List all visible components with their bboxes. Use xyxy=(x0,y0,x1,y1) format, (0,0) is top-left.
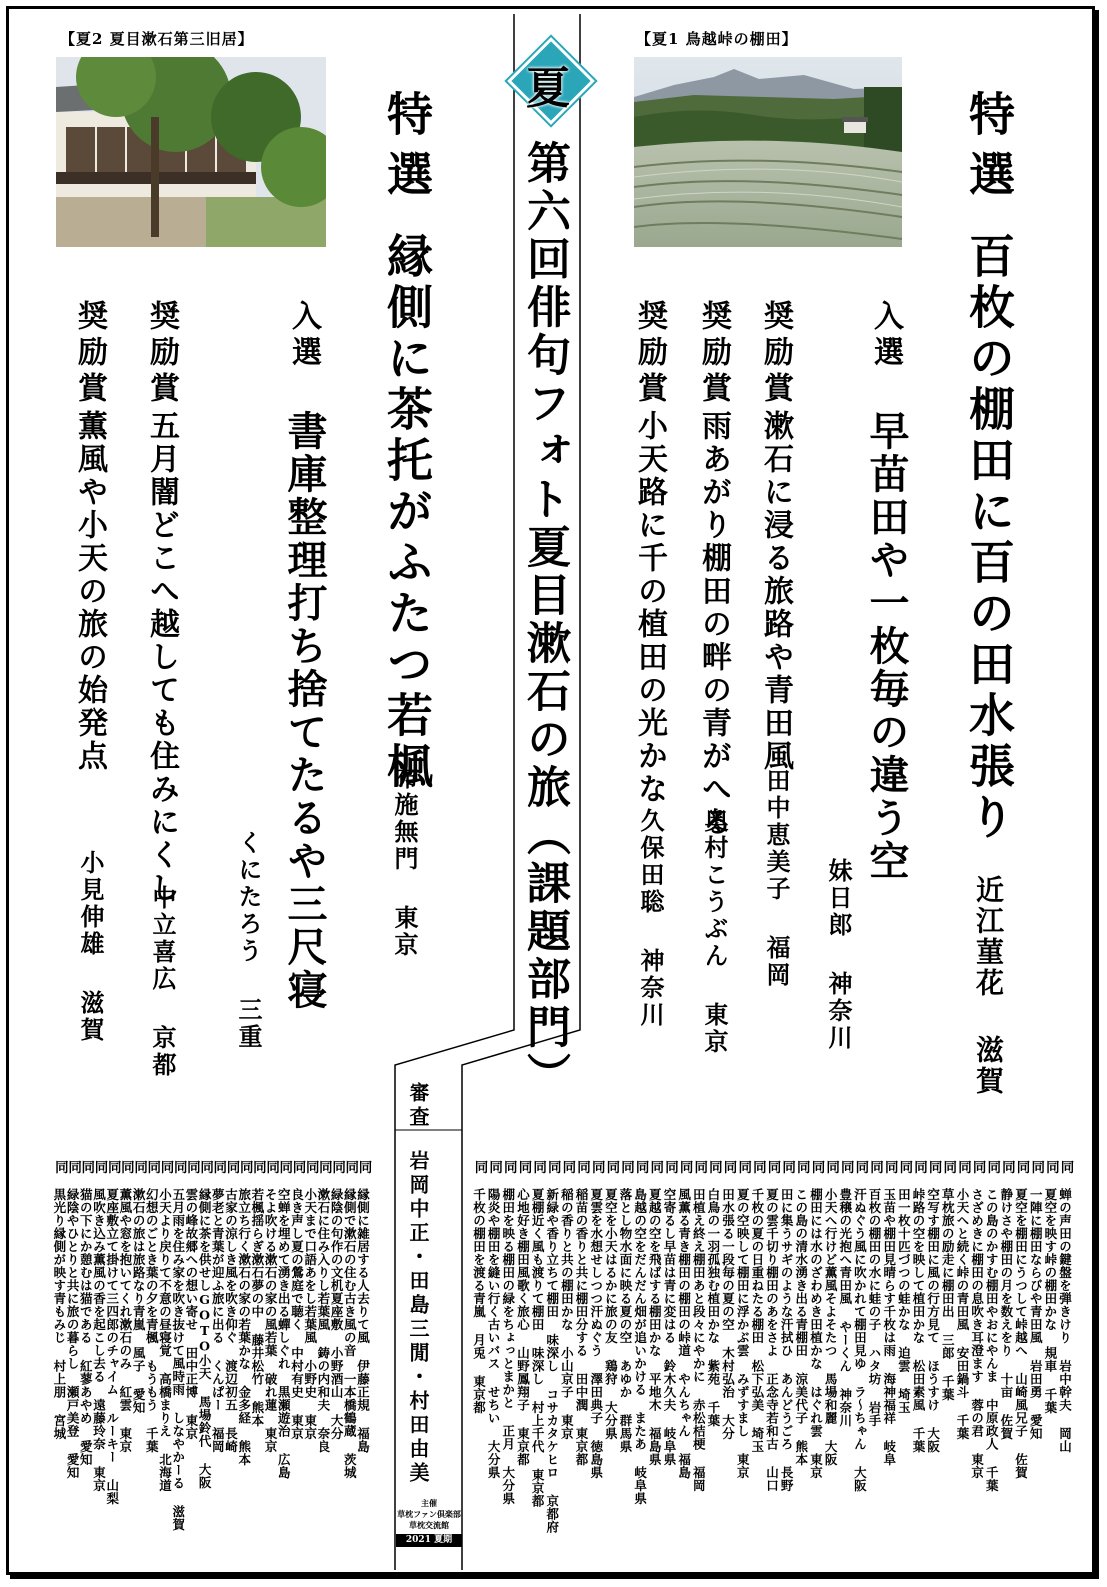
list-mark: 同 xyxy=(197,1160,214,1174)
list-item: 夏の空映して棚田に浮かぶ雲 みずすまし 東京 xyxy=(735,1188,751,1479)
s1-shoreisho-1-label: 奨励賞 xyxy=(758,300,793,408)
list-item: 夏の雲千切り棚田のあをさよ 正念寺若和古 山口 xyxy=(764,1188,780,1492)
list-item: 百枚の棚田の水に蛙の子 ハタ坊 岩手 xyxy=(867,1188,883,1427)
list-mark: 同 xyxy=(925,1160,942,1174)
list-mark: 同 xyxy=(676,1160,693,1174)
s1-shoreisho-2-label: 奨励賞 xyxy=(696,300,731,408)
list-item: 夏座敷立て掛けて三四郎のチャイム ルーキー 山梨 xyxy=(104,1188,120,1505)
list-item: 田植え終え棚田あと段々にやかに 赤松桔梗 福岡 xyxy=(691,1188,707,1492)
list-item: 千枚の夏の日重ねたる棚田 松下弘美 埼玉 xyxy=(749,1188,765,1453)
list-mark: 同 xyxy=(940,1160,957,1174)
season-badge-text: 夏 xyxy=(526,63,570,114)
judges-names: 岩岡中正・田島三閒・村田由美 xyxy=(406,1150,430,1486)
list-item: 小天まで口語あをし若葉風 小野史 東京 xyxy=(302,1188,318,1440)
list-mark: 同 xyxy=(691,1160,708,1174)
s2-shoreisho-2-author: 小見伸雄 滋賀 xyxy=(76,850,105,1044)
judges-label: 審査 xyxy=(406,1082,430,1130)
list-mark: 同 xyxy=(223,1160,240,1174)
list-item: 千枚の棚田を渡る青嵐 月兎 東京都 xyxy=(471,1188,487,1414)
list-item: 旅立ち行く漱石の家の若葉かな 金多経 熊本 xyxy=(236,1188,252,1466)
list-item: 陽炎や棚田を縫い行く古いバス せちい 大分県 xyxy=(486,1188,502,1479)
list-mark: 同 xyxy=(998,1160,1015,1174)
list-mark: 同 xyxy=(249,1160,266,1174)
list-item: 小天より戻りて不意の昼寝覚 高橋まりえ 北海道 xyxy=(157,1188,173,1492)
list-item: さざめきに棚田の息吹き耳澄ます 蓉の君 東京 xyxy=(969,1188,985,1479)
section1-special-label: 特選 xyxy=(962,90,1016,210)
list-mark: 同 xyxy=(289,1160,306,1174)
section2-nyusen-label: 入選 xyxy=(286,300,321,372)
list-mark: 同 xyxy=(131,1160,148,1174)
list-mark: 同 xyxy=(276,1160,293,1174)
list-mark: 同 xyxy=(236,1160,253,1174)
list-mark: 同 xyxy=(65,1160,82,1174)
list-mark: 同 xyxy=(720,1160,737,1174)
list-item: 古家の涼しき風を吹き仰ぐ 渡辺初五 長崎 xyxy=(223,1188,239,1453)
photo1-caption: 【夏1 鳥越峠の棚田】 xyxy=(636,30,798,48)
list-mark: 同 xyxy=(144,1160,161,1174)
list-item: 空写す棚田に風の行方見て ほうすけ 大阪 xyxy=(925,1188,941,1453)
list-item: この島のかすむ棚田やおにやんま 中原政人 千葉 xyxy=(984,1188,1000,1492)
list-item: 五月雨を住み家を吹き抜けて風時雨 しなやかーる 滋賀 xyxy=(170,1188,186,1531)
list-item: 縁側に茶を供せしGOTO小天 馬場鈴代 大阪 xyxy=(197,1188,213,1489)
list-mark: 同 xyxy=(500,1160,517,1174)
list-item: この島の清水湧き出る青棚田 涼美代子 熊本 xyxy=(793,1188,809,1466)
list-mark: 同 xyxy=(263,1160,280,1174)
photo-soseki-house xyxy=(56,57,326,247)
list-item: 田に集うサギのような汗拭ひ あんどうごろ 長野 xyxy=(779,1188,795,1492)
list-mark: 同 xyxy=(1013,1160,1030,1174)
list-mark: 同 xyxy=(559,1160,576,1174)
section2-nyusen-poem: 書庫整理打ち捨てたるや三尺寝 xyxy=(281,410,328,1012)
list-item: 夢老と青葉が迎ふ旅に出る くんぱー 福岡 xyxy=(210,1188,226,1453)
list-item: 夏越の空を飛ばする棚田かな 平地木 福島県 xyxy=(647,1188,663,1466)
list-mark: 同 xyxy=(823,1160,840,1174)
list-item: 猫の下にか憩むは猫である 紅蓼あやめ 愛知 xyxy=(78,1188,94,1466)
list-item: 夏空を棚田にうつして峠越へ 山崎風兄子 佐賀 xyxy=(1013,1188,1029,1479)
list-item: 緑陰の句作の文机夏座敷 小野酒山 大分 xyxy=(329,1188,345,1440)
list-mark: 同 xyxy=(603,1160,620,1174)
list-item: 田水張る一段毎の夏の空 木村弘治 大分 xyxy=(720,1188,736,1440)
list-item: 風吹き込み薫風の香を起こし去る 遠藤玲奈 東京 xyxy=(91,1188,107,1492)
list-mark: 同 xyxy=(355,1160,372,1174)
list-mark: 同 xyxy=(544,1160,561,1174)
list-mark: 同 xyxy=(117,1160,134,1174)
list-item: 蝉の声田の鍵盤を弾きけり 岩中幹夫 岡山 xyxy=(1057,1188,1073,1453)
list-item: 薫風や窓を抱いてくれ漱石のみ 紅雲 東京 xyxy=(117,1188,133,1453)
list-item: 新緑や香り立ちて棚田 味深し コサカタケヒロ 京都府 xyxy=(544,1188,560,1534)
section2-special-author: 布施無門 東京 xyxy=(390,765,419,959)
s1-shoreisho-1-author: 田中恵美子 福岡 xyxy=(762,768,791,989)
list-item: 島越の空をだんだん畑が追いかける またあ 岐阜県 xyxy=(632,1188,648,1505)
list-item: 幻想のごとき葉の夕を青楓 もうもう 千葉 xyxy=(144,1188,160,1453)
photo2-caption: 【夏2 夏目漱石第三旧居】 xyxy=(60,30,254,48)
list-mark: 同 xyxy=(1057,1160,1074,1174)
list-mark: 同 xyxy=(329,1160,346,1174)
s2-shoreisho-2-poem: 薫風や小天の旅の始発点 xyxy=(72,410,107,773)
s2-shoreisho-1-label: 奨励賞 xyxy=(144,300,179,408)
section1-special-poem: 百枚の棚田に百の田水張り xyxy=(962,232,1016,844)
photo-rice-terraces xyxy=(634,57,902,247)
organizer-box xyxy=(396,1498,462,1547)
list-mark: 同 xyxy=(837,1160,854,1174)
section1-nyusen-poem: 早苗田や一枚毎の違う空 xyxy=(863,410,910,883)
list-mark: 同 xyxy=(104,1160,121,1174)
list-mark: 同 xyxy=(954,1160,971,1174)
section1-special-author: 近江菫花 滋賀 xyxy=(972,875,1005,1097)
list-mark: 同 xyxy=(779,1160,796,1174)
s2-shoreisho-1-poem: 五月闇どこへ越しても住みにくし xyxy=(144,410,179,905)
section2-nyusen-author: くにたろう 三重 xyxy=(234,830,263,1051)
list-mark: 同 xyxy=(984,1160,1001,1174)
list-item: 小天へ行けど薫風そよそたつ 馬場和麗 大阪 xyxy=(823,1188,839,1466)
list-mark: 同 xyxy=(647,1160,664,1174)
list-mark: 同 xyxy=(911,1160,927,1174)
list-item: 小天へと続く峠の青田風 安田鍋斗 千葉 xyxy=(954,1188,970,1440)
organizer-line1: 主催 xyxy=(421,1498,437,1508)
list-item: 豊穣の光抱へ青田風 やーくん 神奈川 xyxy=(837,1188,853,1427)
list-mark: 同 xyxy=(302,1160,319,1174)
list-mark: 同 xyxy=(867,1160,884,1174)
list-mark: 同 xyxy=(632,1160,649,1174)
list-item: 夏棚近く風も渡りて棚田 味深し 村上千代 東京都 xyxy=(530,1188,546,1508)
section2-special-label: 特選 xyxy=(380,90,434,210)
list-mark: 同 xyxy=(969,1160,986,1174)
list-mark: 同 xyxy=(896,1160,913,1174)
organizer-season: 2021 夏期 xyxy=(396,1534,462,1547)
list-item: 空寄るし早苗は青に変はる 鈴木久夫 岐阜県 xyxy=(661,1188,677,1466)
list-item: 縁側に雑居する人去りて風 伊藤正規 福島 xyxy=(355,1188,371,1453)
list-mark: 同 xyxy=(157,1160,174,1174)
list-item: 峠路の空を映して植田かな 松田素風 千葉 xyxy=(911,1188,926,1453)
list-mark: 同 xyxy=(1028,1160,1045,1174)
main-title: 第六回俳句フォト夏目漱石の旅（課題部門） xyxy=(519,140,570,1100)
list-item: 静けさや棚田の月を数えをり 十亩 佐賀 xyxy=(998,1188,1014,1440)
list-mark: 同 xyxy=(471,1160,488,1174)
list-mark: 同 xyxy=(91,1160,108,1174)
list-item: 心地好き棚田風歌く旅心 山野鳳翔子 東京都 xyxy=(515,1188,531,1466)
list-item: 空蝉を埋めて湧き出る蟬しぐれ 黒瀬遊治 広島 xyxy=(276,1188,292,1479)
s2-shoreisho-1-author: 中立喜広 京都 xyxy=(148,885,177,1079)
list-mark: 同 xyxy=(661,1160,678,1174)
list-item: 白鳥の一羽孤独む植田かな 紫苑 千葉 xyxy=(705,1188,721,1427)
list-item: 雲の峰故郷への想い寄せ 田中正博 東京 xyxy=(183,1188,199,1440)
list-mark: 同 xyxy=(78,1160,95,1174)
list-mark: 同 xyxy=(315,1160,332,1174)
list-mark: 同 xyxy=(170,1160,187,1174)
list-item: 玉苗や棚田見晴らす千枚は雨 海神福祥 岐阜 xyxy=(881,1188,897,1466)
list-item: 若楓揺らぎ漱石夢の中 藤井松竹 熊本 xyxy=(249,1188,265,1427)
list-item: 夏空を小天はるかに旅の友 鶏狩 大分県 xyxy=(603,1188,619,1440)
list-item: 良き声し夏の鶯庭で聴く 中村有史 東京 xyxy=(289,1188,305,1440)
list-item: 黒光り縁側が映す青もみじ 村上朋 宮城 xyxy=(51,1188,67,1440)
season-badge xyxy=(508,38,588,118)
list-mark: 同 xyxy=(749,1160,766,1174)
organizer-line2: 草枕ファン倶楽部 xyxy=(397,1509,461,1519)
list-mark: 同 xyxy=(574,1160,591,1174)
s1-shoreisho-1-poem: 漱石に浸る旅路や青田風 xyxy=(758,410,793,773)
organizer-line3: 草枕交流館 xyxy=(409,1520,449,1530)
s1-shoreisho-3-label: 奨励賞 xyxy=(632,300,667,408)
list-mark: 同 xyxy=(852,1160,869,1174)
list-mark: 同 xyxy=(764,1160,781,1174)
list-item: 稲苗の香りと共に棚田分する 田中潤 東京都 xyxy=(574,1188,590,1466)
list-item: 落とし物水面に映る夏の空 あゆか 群馬県 xyxy=(618,1188,633,1453)
list-mark: 同 xyxy=(618,1160,634,1174)
list-item: 汗ぬぐう風に吹かれて棚田見ゆ ラ～ちゃん 大阪 xyxy=(852,1188,868,1492)
list-mark: 同 xyxy=(342,1160,359,1174)
list-item: 漱石の旅は旅路なり青嵐 風子 愛知 xyxy=(131,1188,147,1414)
s2-shoreisho-2-label: 奨励賞 xyxy=(72,300,107,408)
list-mark: 同 xyxy=(51,1160,68,1174)
s1-shoreisho-2-poem: 雨あがり棚田の畔の青がへる xyxy=(696,410,731,839)
list-mark: 同 xyxy=(735,1160,752,1174)
section1-nyusen-author: 妹日郎 神奈川 xyxy=(824,858,853,1052)
section1-nyusen-label: 入選 xyxy=(868,300,903,372)
list-mark: 同 xyxy=(705,1160,722,1174)
list-item: 風薫る青き棚田の棚田の峠道 やんちゃん 福島 xyxy=(676,1188,692,1479)
list-mark: 同 xyxy=(486,1160,503,1174)
s1-shoreisho-3-author: 久保田聡 神奈川 xyxy=(636,808,665,1029)
list-item: 棚田には水のざわめき田植かな はぐれ雲 東京 xyxy=(808,1188,824,1479)
s1-shoreisho-2-author: 奥村こうぶん 東京 xyxy=(700,808,729,1056)
list-mark: 同 xyxy=(210,1160,227,1174)
list-item: 漱石に住み入りし若葉風 鋳の内和夫 奈良 xyxy=(315,1188,331,1453)
list-mark: 同 xyxy=(1042,1160,1059,1174)
s1-shoreisho-3-poem: 小天路に千の植田の光かな xyxy=(632,410,667,806)
list-item: 夏空を映す峠の棚田かな 規車 千葉 xyxy=(1042,1188,1058,1414)
list-item: 草枕旅の励走に棚田出 三郎 千葉 xyxy=(940,1188,956,1401)
list-mark: 同 xyxy=(808,1160,825,1174)
list-mark: 同 xyxy=(881,1160,898,1174)
list-mark: 同 xyxy=(793,1160,810,1174)
list-mark: 同 xyxy=(183,1160,200,1174)
list-item: 田一枚十匹づつの蛙かな 迫雲 埼玉 xyxy=(896,1188,912,1414)
list-item: 夏雲を水想せしつつ汗ぬぐう 澤田典子 徳島県 xyxy=(588,1188,604,1479)
list-item: 一陣に棚田ならびや青田風 岩田勇 愛知 xyxy=(1028,1188,1044,1440)
list-mark: 同 xyxy=(530,1160,547,1174)
list-item: 緑陰やひとりと共に旅の暮らし 瀬戸美登 愛知 xyxy=(65,1188,81,1479)
list-mark: 同 xyxy=(515,1160,532,1174)
list-mark: 同 xyxy=(588,1160,605,1174)
list-item: 棚田を映る棚田の緑をちょっとまかと 正月 大分県 xyxy=(500,1188,516,1505)
list-item: 縁側で漱石の住む古き風の音 一本橋鶴蔵 茨城 xyxy=(342,1188,358,1479)
list-item: 稲の香りと共の棚田かな 小山京子 東京 xyxy=(559,1188,575,1440)
section2-special-poem: 縁側に茶托がふたつ若楓 xyxy=(380,232,434,793)
list-item: そよ吹ける漱石の家の風若葉 破れ蓮 東京 xyxy=(263,1188,279,1453)
